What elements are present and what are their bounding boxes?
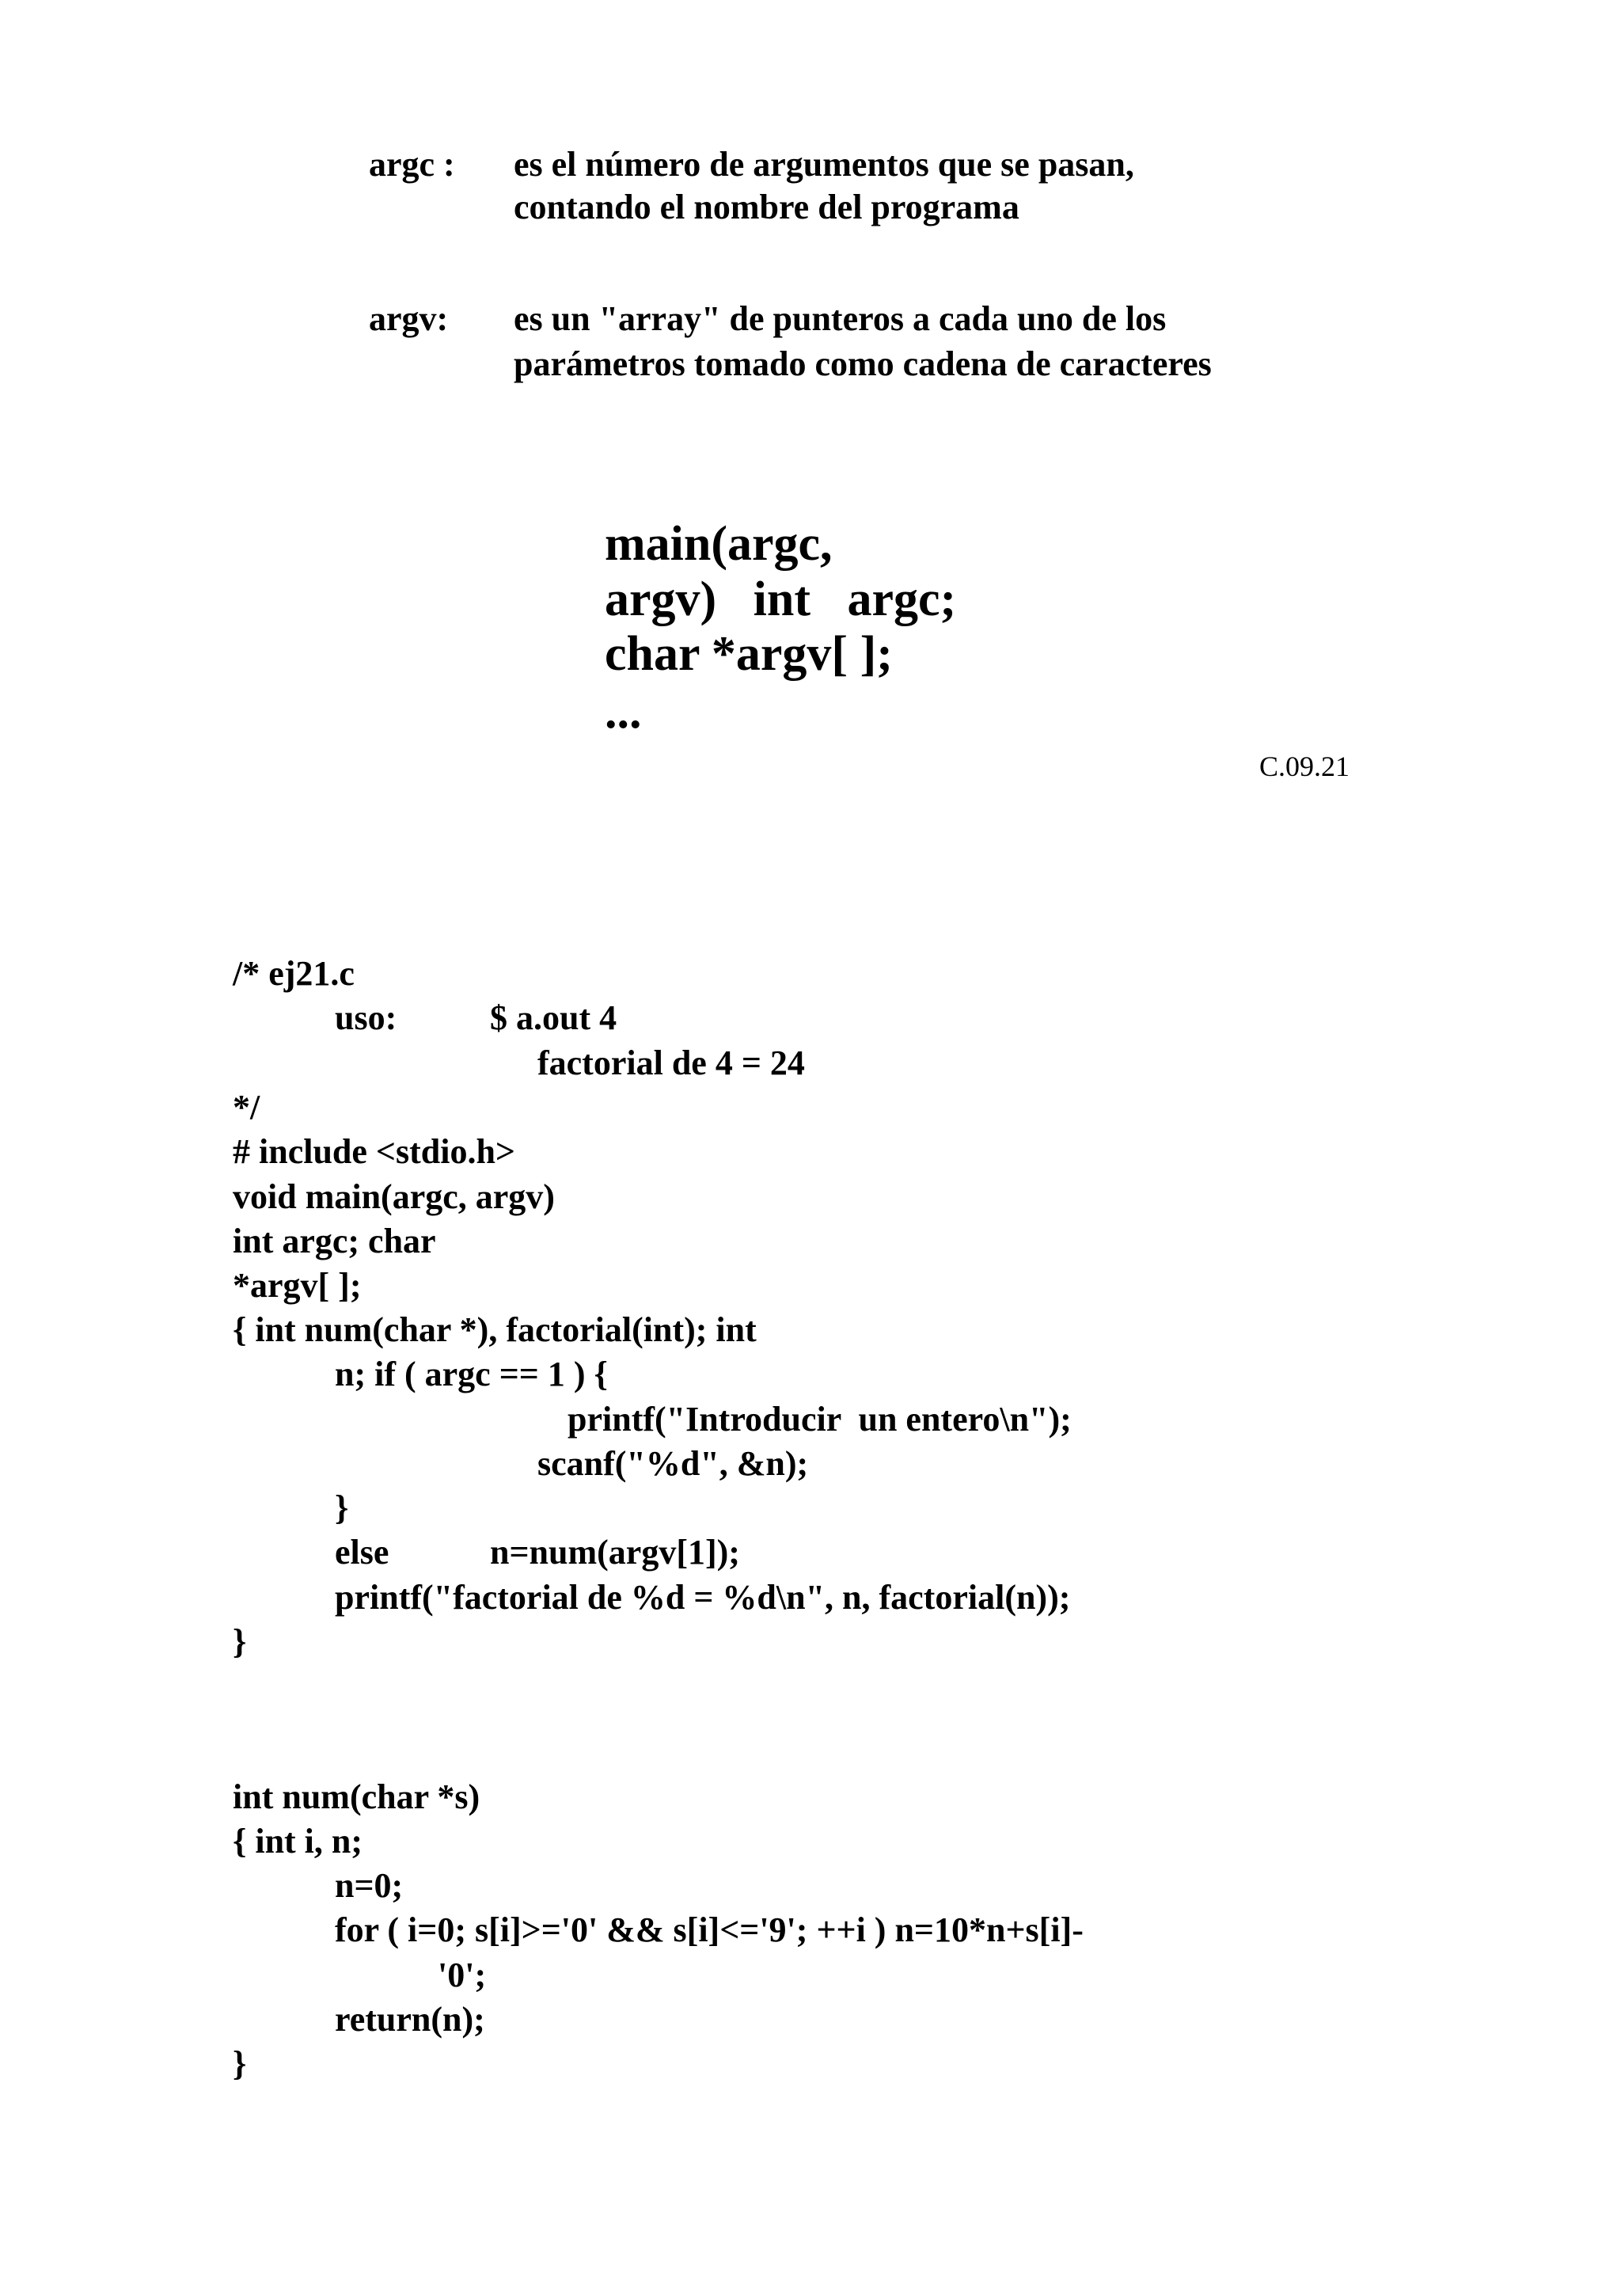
signature-line-3: char *argv[ ]; [605, 627, 893, 681]
argc-term: argc : [369, 145, 455, 184]
code-line: } [233, 1622, 247, 1661]
code-line: /* ej21.c [233, 954, 355, 993]
code-line: } [335, 1488, 349, 1527]
code-line: factorial de 4 = 24 [537, 1043, 805, 1082]
code-line: { int i, n; [233, 1822, 363, 1861]
code-line: printf("factorial de %d = %d\n", n, factorial(n)); [335, 1578, 1071, 1617]
argc-definition-line-1: es el número de argumentos que se pasan, [514, 145, 1134, 184]
code-line: void main(argc, argv) [233, 1177, 555, 1216]
code-line: *argv[ ]; [233, 1266, 362, 1305]
code-line: int num(char *s) [233, 1777, 480, 1816]
code-line: $ a.out 4 [490, 998, 617, 1037]
code-line: return(n); [335, 2000, 485, 2039]
code-line: uso: [335, 998, 397, 1037]
code-line: { int num(char *), factorial(int); int [233, 1310, 757, 1349]
argv-term: argv: [369, 299, 449, 338]
signature-line-1: main(argc, [605, 517, 833, 571]
signature-line-4: ... [605, 685, 642, 739]
code-line: '0'; [438, 1956, 487, 1994]
code-line: int argc; char [233, 1222, 436, 1260]
code-line: n=0; [335, 1866, 404, 1905]
code-line: # include <stdio.h> [233, 1132, 516, 1171]
code-line: */ [233, 1088, 260, 1127]
code-line: for ( i=0; s[i]>='0' && s[i]<='9'; ++i ) n=10*n+s[i]- [335, 1910, 1084, 1949]
code-line: } [233, 2044, 247, 2083]
code-line: scanf("%d", &n); [537, 1444, 809, 1483]
code-line: else [335, 1533, 389, 1572]
argc-definition-line-2: contando el nombre del programa [514, 188, 1019, 226]
argv-definition-line-1: es un "array" de punteros a cada uno de los [514, 299, 1167, 338]
signature-line-2: argv) int argc; [605, 572, 957, 626]
code-line: printf("Introducir un entero\n"); [568, 1400, 1072, 1439]
page-reference: C.09.21 [1259, 751, 1350, 782]
code-line: n; if ( argc == 1 ) { [335, 1355, 608, 1393]
code-line: n=num(argv[1]); [490, 1533, 740, 1572]
argv-definition-line-2: parámetros tomado como cadena de caracteres [514, 344, 1212, 383]
